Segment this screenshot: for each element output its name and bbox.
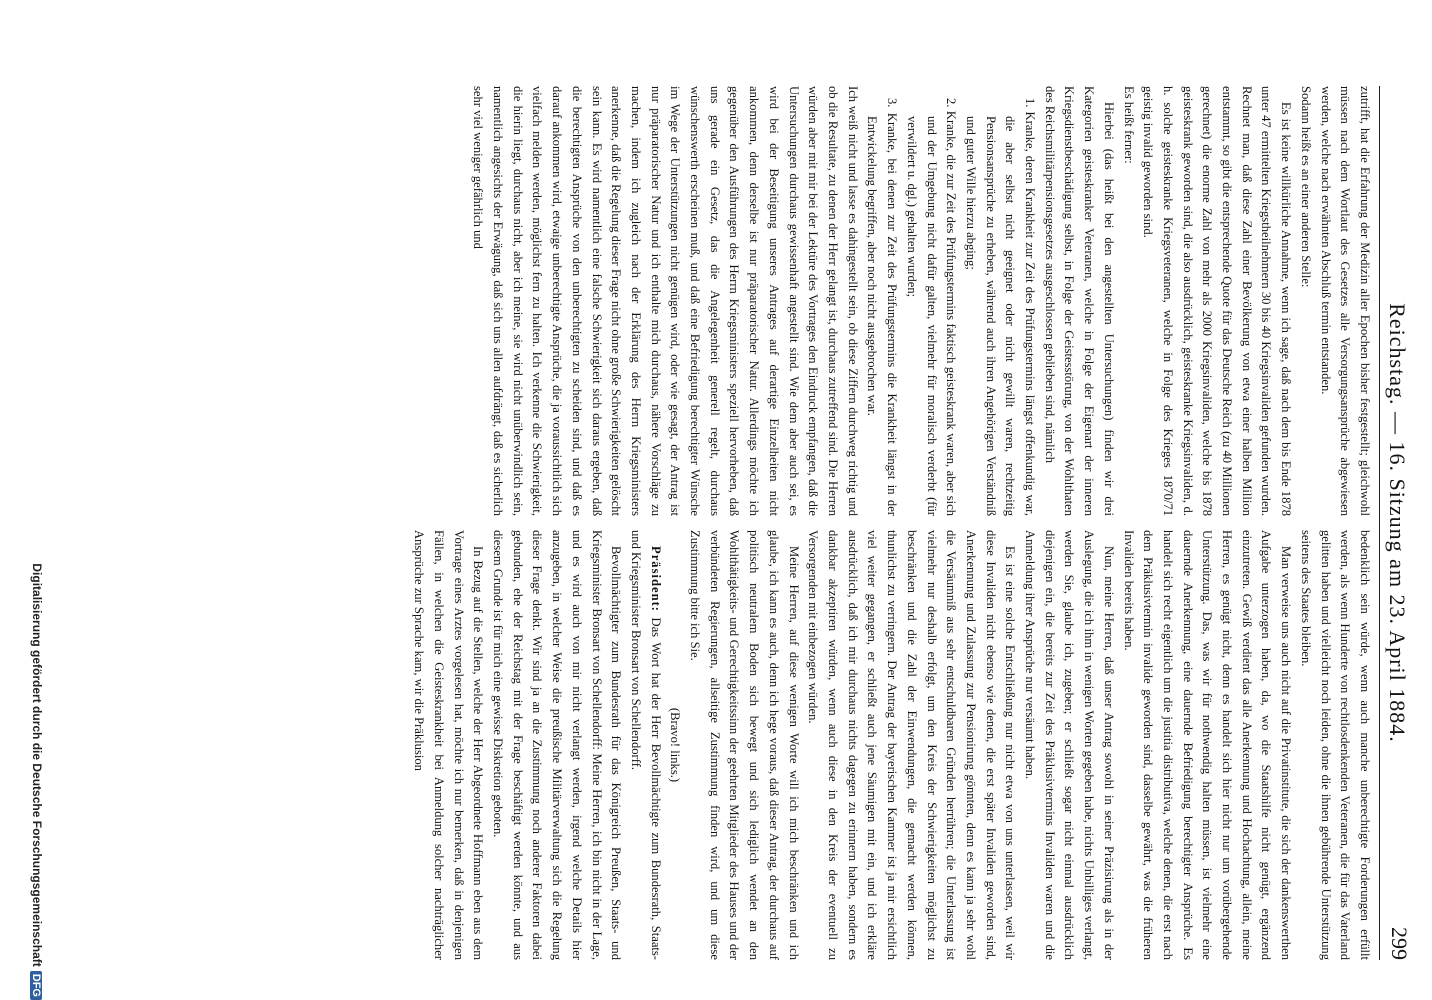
paragraph: Bevollmächtigter zum Bundesrath für das Königreich Preußen, Staats- und Kriegsminister Bronsart von Schellendorff: Meine Herren, ich bin nicht in der Lage, und es wird auch von mir nicht verlangt werden, irgend welche Details hier anzugeben, in welcher Weise die preußische Militärverwaltung sich die Regelung dieser Frage denkt. Wir sind ja an die Zustimmung noch anderer Faktoren dabei gebunden, ehe der Reichstag mit der Frage beschäftigt werden könnte, und aus diesem Grunde ist für mich eine gewisse Diskretion geboten.: [491, 530, 624, 960]
interjection: (Bravo! links.): [668, 707, 683, 783]
paragraph: Ich weiß nicht und lasse es dahingestellt sein, ob diese Ziffern durchweg richtig und ob die Resultate, zu denen der Herr gelangt ist, durchaus zutreffend sind. Die Herren würden aber mit mir bei der Lektüre des Vortrages den Eindruck empfangen, daß die Untersuchungen durchaus gewissenhaft angestellt sind. Wie dem aber auch sei, es wird bei der Beseitigung unseres Antrages auf derartige Einzelheiten nicht ankommen, denn derselbe ist nur präparatorischer Natur. Allerdings möchte ich gegenüber den Ausführungen des Herrn Kriegsministers speziell hervorheben, daß uns gerade ein Gesetz, das die Angelegenheit generell regelt, durchaus wünschenswerth erscheinen muß, und daß eine Befriedigung berechtigter Wünsche im Wege der Unterstützungen nicht genügen wird, oder wie gesagt, der Antrag ist nur präparatorischer Natur und ich enthalte mich durchaus, nähere Vorschläge zu machen, indem ich zugleich nach der Erklärung des Herrn Kriegsministers anerkenne, daß die Regelung dieser Frage nicht ohne große Schwierigkeiten gelöscht sein kann. Es wird namentlich eine falsche Schwierigkeit sich daraus ergeben, daß die berechtigten Ansprüche von den unberechtigten zu scheiden sind, und daß es darauf ankommen wird, etwaige unberechtigte Ansprüche, die ja voraussichtlich sich vielfach melden werden, möglichst fern zu halten. Ich verkenne die Schwierigkeit, die hierin liegt, durchaus nicht, aber ich meine, sie wird nicht unüberwindlich sein, namentlich angesichts der Erwägung, daß sich uns allen aufdrängt, daß es sicherlich sehr viel weniger gefährlich und: [471, 86, 860, 516]
paragraph: Es ist eine solche Entschließung nur nicht etwa von uns unterlassen, weil wir diese Invaliden nicht ebenso wie denen, die erst später Invaliden geworden sind, Anerkennung und Zulassung zur Pensionirung gönnten, denn es kann ja sehr wohl die Versäumniß aus sehr entschuldbaren Gründen herrühren; die Unterlassung ist vielmehr nur deshalb erfolgt, um den Kreis der Schwierigkeiten möglichst zu beschränken und die Zahl der Einwendungen, die gemacht werden können, thunlichst zu verringern. Der Antrag der bayerischen Kammer ist ja mir ersichtlich viel weiter gegangen, er schließt auch jene Säumigen mit ein, und ich erkläre ausdrücklich, daß ich mir durchaus nichts dagegen zu erinnern haben, sondern es dankbar akzeptiren würden, wenn auch diese in den Kreis der eventuell zu Versorgenden mit einbezogen würden.: [806, 530, 1018, 960]
page-title: Reichstag. — 16. Sitzung am 23. April 1884.: [1385, 303, 1410, 743]
paragraph: In Bezug auf die Stellen, welche der Herr Abgeordnete Hoffmann eben aus dem Vortrage eines Arztes vorgelesen hat, möchte ich nur bemerken, daß in denjenigen Fällen, in welchen die Geisteskrankheit bei Anmeldung solcher nachträglicher Ansprüche zur Sprache kam, wir die Präklusion: [412, 530, 486, 960]
right-text-column: [74, 530, 1374, 960]
paragraph: Nun, meine Herren, daß unser Antrag sowohl in seiner Präzisirung als in der Auslegung, die ich ihm in wenigen Worten gegeben habe, nichts Unbilliges verlangt, werden Sie, glaube ich, zugeben; er schließt sogar nicht einmal ausdrücklich diejenigen ein, die bereits zur Zeit des Präklusivtermins Invaliden waren und die Anmeldung ihrer Ansprüche nur versäumt haben.: [1023, 530, 1116, 960]
paragraph: bedenklich sein würde, wenn auch manche unberechtigte Forderungen erfüllt werden, als wenn Hunderte von rechtlosdenkenden Veteranen, die für das Vaterland gelitten haben und vielleicht noch leiden, ohne die ihnen gebührende Unterstützung seitens des Staates bleiben.: [1298, 530, 1372, 960]
page-number: 299: [1387, 927, 1412, 960]
paragraph: Es ist keine willkürliche Annahme, wenn ich sage, daß nach dem bis Ende 1878 unter 47 ermittelten Kriegstheilnehmern 30 bis 40 Kriegsinvaliden gefunden wurden. Rechnet man, daß diese Zahl einer Bevölkerung von etwa einer halben Million entstammt, so gibt die entsprechende Quote für das Deutsche Reich (zu 40 Millionen gerechnet) die enorme Zahl von mehr als 2000 Kriegsinvaliden, welche bis 1878 geisteskrank geworden sind, die also ausdrücklich, geisteskranke Kriegsinvaliden, d. h. solche geisteskranke Kriegsveteranen, welche in Folge des Krieges 1870/71 geistig invalid geworden sind.: [1141, 86, 1294, 516]
enumerated-item: 1. Kranke, deren Krankheit zur Zeit des Prüfungstermins längst offenkundig war, die aber selbst nicht geeignet oder nicht gewillt waren, rechtzeitig Pensionsansprüche zu erheben, während auch ihren Angehörigen Verständniß und guter Wille hierzu abging;: [963, 98, 1038, 516]
dfg-logo: DFG: [30, 971, 42, 1000]
paragraph: Man verweise uns auch nicht auf die Privatinstitute, die sich der dankenswerthen Aufgabe unterzogen haben, da, wo die Staatshilfe nicht genügt, ergänzend einzutreten. Gewiß verdient das alle Anerkennung und Hochachtung, allein, meine Herren, es genügt nicht, denn es handelt sich hier nicht nur um vorübergehende Unterstützung. Das, was wir für nothwendig halten müssen, ist vielmehr eine dauernde Anerkennung, eine dauernde Befriedigung berechtigter Ansprüche. Es handelt sich recht eigentlich um die justitia distributiva, welche denen, die erst nach dem Präklusivtermin invalide geworden sind, dasselbe gewährt, was die früheren Invaliden bereits haben.: [1121, 530, 1294, 960]
paragraph: zutrifft, hat die Erfahrung der Medizin aller Epochen bisher festgestellt; gleichwohl müssen nach dem Wortlaut des Gesetzes alle Versorgungsansprüche abgewiesen werden, welche nach erwähnten Abschluß termin entstanden.: [1318, 86, 1372, 516]
enumerated-item: 2. Kranke, die zur Zeit des Prüfungstermins faktisch geisteskrank waren, aber sich und der Umgebung nicht dafür galten, vielmehr für moralisch verderbt (für verwildert u. dgl.) gehalten wurden;: [904, 98, 959, 516]
paragraph: Meine Herren, auf diese wenigen Worte will ich mich beschränken und ich glaube, ich kann es auch, denn ich hege voraus, daß dieser Antrag, der durchaus auf politisch neutralem Boden sich bewegt und sich lediglich wendet an den Wohlthätigkeits- und Gerechtigkeitssinn der geehrten Mitglieder des Hauses und der verbündeten Regierungen, allseitige Zustimmung finden wird, und um diese Zustimmung bitte ich Sie.: [688, 530, 801, 960]
paragraph: Hierbei (das heißt bei den angestellten Untersuchungen) finden wir drei Kategorien geisteskranker Veteranen, welche in Folge der Eigenart der inneren Kriegsdienstbeschädigung selbst, in Folge der Geistesstörung, von der Wohlthaten des Reichsmilitärpensionsgesetzes ausgeschlossen geblieben sind, nämlich: [1042, 86, 1116, 516]
speaker-label: Präsident:: [648, 546, 663, 612]
speaker-text: Das Wort hat der Herr Bevollmächtigte zum Bundesrath, Staats- und Kriegsminister Bronsart von Schellendorff.: [628, 530, 663, 960]
running-header: [1379, 86, 1416, 960]
paragraph: [625, 530, 664, 960]
enumerated-item: 3. Kranke, bei denen zur Zeit des Prüfungstermins die Krankheit längst in der Entwickelung begriffen, aber noch nicht ausgebrochen war.: [865, 98, 900, 516]
paragraph: Sodann heißt es an einer anderen Stelle:: [1298, 86, 1313, 288]
left-text-column: [44, 86, 1374, 516]
digitization-credit: [30, 0, 44, 1000]
credit-text: Digitalisierung gefördert durch die Deutsche Forschungsgemeinschaft: [30, 563, 44, 967]
paragraph: Es heißt ferner:: [1121, 86, 1136, 164]
